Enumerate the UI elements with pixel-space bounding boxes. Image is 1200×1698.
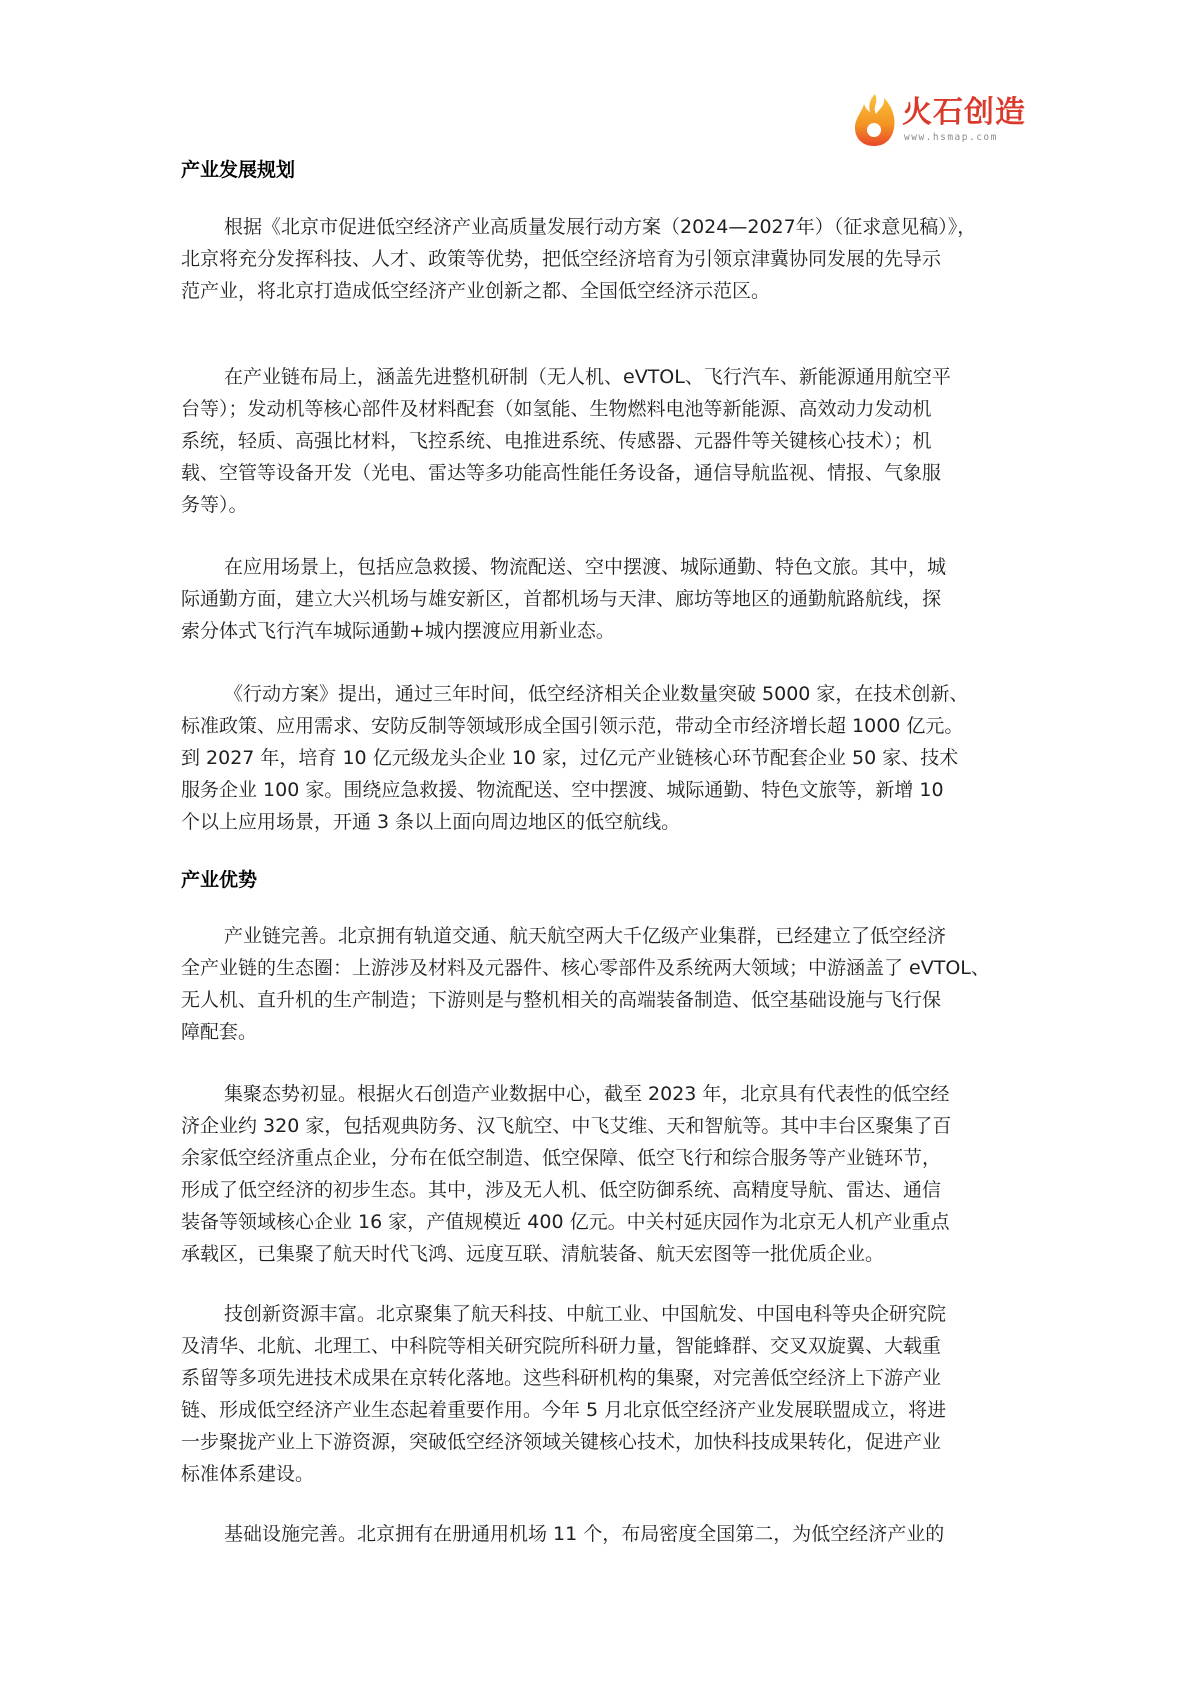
paragraph — [181, 361, 1021, 521]
paragraph — [181, 678, 1021, 838]
text-line: 在应用场景上，包括应急救援、物流配送、空中摆渡、城际通勤、特色文旅。其中，城 — [224, 556, 947, 578]
text-line: 系留等多项先进技术成果在京转化落地。这些科研机构的集聚，对完善低空经济上下游产业 — [181, 1367, 942, 1389]
section-heading-industry-advantages: 产业优势 — [181, 869, 258, 891]
text-line: 台等）；发动机等核心部件及材料配套（如氢能、生物燃料电池等新能源、高效动力发动机 — [181, 398, 932, 420]
text-line: 技创新资源丰富。北京聚集了航天科技、中航工业、中国航发、中国电科等央企研究院 — [224, 1303, 947, 1325]
text-line: 范产业，将北京打造成低空经济产业创新之都、全国低空经济示范区。 — [181, 280, 771, 302]
text-line: 装备等领域核心企业 16 家，产值规模近 400 亿元。中关村延庆园作为北京无人机产业重点 — [181, 1211, 950, 1233]
flame-logo-icon — [852, 92, 898, 148]
text-line: 系统，轻质、高强比材料，飞控系统、电推进系统、传感器、元器件等关键核心技术）；机 — [181, 430, 932, 452]
text-line: 根据《北京市促进低空经济产业高质量发展行动方案（2024—2027年）（征求意见稿）》， — [224, 216, 977, 238]
text-line: 服务企业 100 家。围绕应急救援、物流配送、空中摆渡、城际通勤、特色文旅等，新增 10 — [181, 779, 944, 801]
paragraph — [181, 1078, 1021, 1270]
text-line: 标准体系建设。 — [181, 1463, 315, 1485]
paragraph — [181, 211, 1021, 307]
text-line: 济企业约 320 家，包括观典防务、汉飞航空、中飞艾维、天和智航等。其中丰台区聚集了百 — [181, 1115, 952, 1137]
logo-brand-text: 火石创造 — [902, 95, 1026, 130]
text-line: 个以上应用场景，开通 3 条以上面向周边地区的低空航线。 — [181, 811, 681, 833]
logo-url-text: www.hsmap.com — [904, 132, 998, 143]
hsmap-logo — [852, 88, 1032, 154]
paragraph — [181, 551, 1021, 647]
text-line: 承载区，已集聚了航天时代飞鸿、远度互联、清航装备、航天宏图等一批优质企业。 — [181, 1243, 885, 1265]
text-line: 际通勤方面，建立大兴机场与雄安新区，首都机场与天津、廊坊等地区的通勤航路航线，探 — [181, 588, 942, 610]
paragraph — [181, 920, 1021, 1048]
text-line: 一步聚拢产业上下游资源，突破低空经济领域关键核心技术，加快科技成果转化，促进产业 — [181, 1431, 942, 1453]
text-line: 北京将充分发挥科技、人才、政策等优势，把低空经济培育为引领京津冀协同发展的先导示 — [181, 248, 942, 270]
text-line: 无人机、直升机的生产制造；下游则是与整机相关的高端装备制造、低空基础设施与飞行保 — [181, 989, 942, 1011]
text-line: 标准政策、应用需求、安防反制等领域形成全国引领示范，带动全市经济增长超 1000 亿元。 — [181, 715, 964, 737]
text-line: 余家低空经济重点企业，分布在低空制造、低空保障、低空飞行和综合服务等产业链环节， — [181, 1147, 942, 1169]
text-line: 集聚态势初显。根据火石创造产业数据中心，截至 2023 年，北京具有代表性的低空经 — [224, 1083, 950, 1105]
text-line: 到 2027 年，培育 10 亿元级龙头企业 10 家，过亿元产业链核心环节配套企业 50 家、技术 — [181, 747, 959, 769]
section-heading-industry-plan: 产业发展规划 — [181, 159, 296, 181]
text-line: 形成了低空经济的初步生态。其中，涉及无人机、低空防御系统、高精度导航、雷达、通信 — [181, 1179, 942, 1201]
text-line: 障配套。 — [181, 1021, 258, 1043]
text-line: 链、形成低空经济产业生态起着重要作用。今年 5 月北京低空经济产业发展联盟成立，将进 — [181, 1399, 947, 1421]
paragraph — [181, 1518, 1021, 1550]
paragraph — [181, 1298, 1021, 1490]
text-line: 及清华、北航、北理工、中科院等相关研究院所科研力量，智能蜂群、交叉双旋翼、大载重 — [181, 1335, 942, 1357]
text-line: 产业链完善。北京拥有轨道交通、航天航空两大千亿级产业集群，已经建立了低空经济 — [224, 925, 947, 947]
text-line: 索分体式飞行汽车城际通勤+城内摆渡应用新业态。 — [181, 620, 615, 642]
text-line: 务等）。 — [181, 494, 248, 516]
text-line: 载、空管等设备开发（光电、雷达等多功能高性能任务设备，通信导航监视、情报、气象服 — [181, 462, 942, 484]
text-line: 全产业链的生态圈：上游涉及材料及元器件、核心零部件及系统两大领域；中游涵盖了 eVTOL、 — [181, 957, 990, 979]
text-line: 在产业链布局上，涵盖先进整机研制（无人机、eVTOL、飞行汽车、新能源通用航空平 — [224, 366, 951, 388]
text-line: 《行动方案》提出，通过三年时间，低空经济相关企业数量突破 5000 家，在技术创新、 — [224, 683, 969, 705]
text-line: 基础设施完善。北京拥有在册通用机场 11 个，布局密度全国第二，为低空经济产业的 — [224, 1523, 945, 1545]
